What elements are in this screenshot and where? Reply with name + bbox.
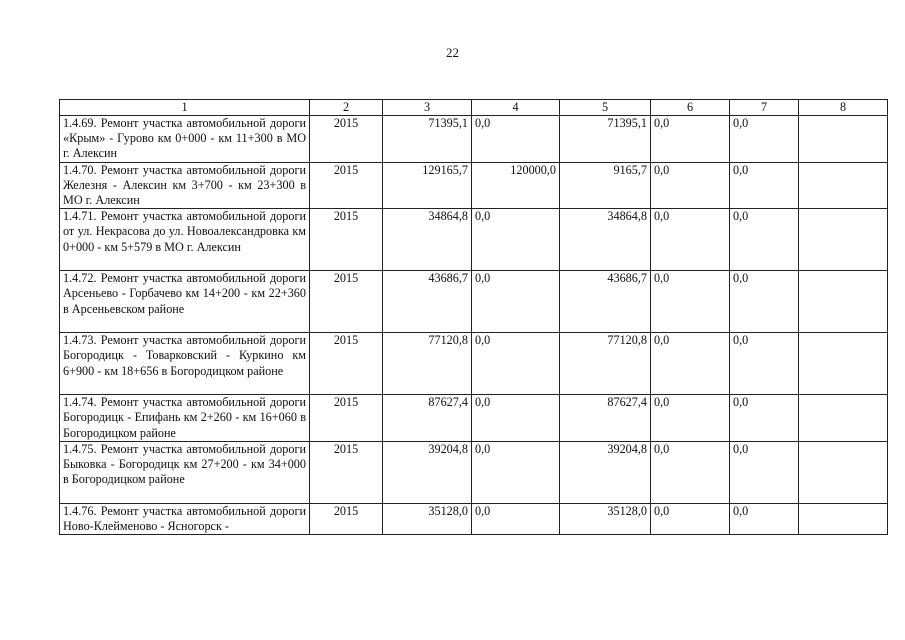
federal-cell: 0,0 [472, 271, 560, 333]
table-row [60, 333, 888, 395]
column-number: 3 [383, 100, 472, 116]
page-number: 22 [446, 45, 459, 60]
year-cell: 2015 [310, 162, 383, 209]
other-cell: 0,0 [730, 116, 799, 163]
table-row [60, 209, 888, 271]
local-cell: 0,0 [651, 209, 730, 271]
total-cell: 43686,7 [383, 271, 472, 333]
total-cell: 35128,0 [383, 503, 472, 534]
note-cell [799, 441, 888, 503]
total-cell: 129165,7 [383, 162, 472, 209]
note-cell [799, 395, 888, 442]
local-cell: 0,0 [651, 271, 730, 333]
table-row [60, 441, 888, 503]
local-cell: 0,0 [651, 395, 730, 442]
total-cell: 39204,8 [383, 441, 472, 503]
local-cell: 0,0 [651, 162, 730, 209]
column-number: 4 [472, 100, 560, 116]
regional-cell: 87627,4 [560, 395, 651, 442]
federal-cell: 120000,0 [472, 162, 560, 209]
other-cell: 0,0 [730, 271, 799, 333]
measure-name: 1.4.74. Ремонт участка автомобильной дороги Богородицк - Епифань км 2+260 - км 16+060 в Богородицком районе [60, 395, 310, 442]
total-cell: 77120,8 [383, 333, 472, 395]
federal-cell: 0,0 [472, 209, 560, 271]
note-cell [799, 503, 888, 534]
federal-cell: 0,0 [472, 395, 560, 442]
regional-cell: 43686,7 [560, 271, 651, 333]
table-row [60, 116, 888, 163]
table-row [60, 395, 888, 442]
local-cell: 0,0 [651, 333, 730, 395]
regional-cell: 71395,1 [560, 116, 651, 163]
other-cell: 0,0 [730, 209, 799, 271]
other-cell: 0,0 [730, 395, 799, 442]
regional-cell: 39204,8 [560, 441, 651, 503]
local-cell: 0,0 [651, 503, 730, 534]
measure-name: 1.4.71. Ремонт участка автомобильной дороги от ул. Некрасова до ул. Новоалександровка км 0+000 - км 5+579 в МО г. Алексин [60, 209, 310, 271]
local-cell: 0,0 [651, 441, 730, 503]
note-cell [799, 271, 888, 333]
table-row [60, 162, 888, 209]
regional-cell: 34864,8 [560, 209, 651, 271]
year-cell: 2015 [310, 333, 383, 395]
year-cell: 2015 [310, 441, 383, 503]
measure-name: 1.4.72. Ремонт участка автомобильной дороги Арсеньево - Горбачево км 14+200 - км 22+360 в Арсеньевском районе [60, 271, 310, 333]
year-cell: 2015 [310, 209, 383, 271]
year-cell: 2015 [310, 116, 383, 163]
regional-cell: 77120,8 [560, 333, 651, 395]
column-number-row [60, 100, 888, 116]
measure-name: 1.4.69. Ремонт участка автомобильной дороги «Крым» - Гурово км 0+000 - км 11+300 в МО г. Алексин [60, 116, 310, 163]
column-number: 1 [60, 100, 310, 116]
column-number: 6 [651, 100, 730, 116]
other-cell: 0,0 [730, 503, 799, 534]
local-cell: 0,0 [651, 116, 730, 163]
column-number: 7 [730, 100, 799, 116]
federal-cell: 0,0 [472, 503, 560, 534]
column-number: 5 [560, 100, 651, 116]
measure-name: 1.4.75. Ремонт участка автомобильной дороги Быковка - Богородицк км 27+200 - км 34+000 в Богородицком районе [60, 441, 310, 503]
note-cell [799, 209, 888, 271]
note-cell [799, 333, 888, 395]
measure-name: 1.4.76. Ремонт участка автомобильной дороги Ново-Клейменово - Ясногорск - [60, 503, 310, 534]
total-cell: 87627,4 [383, 395, 472, 442]
column-number: 2 [310, 100, 383, 116]
program-table [59, 99, 888, 535]
total-cell: 34864,8 [383, 209, 472, 271]
table-row [60, 271, 888, 333]
other-cell: 0,0 [730, 441, 799, 503]
note-cell [799, 116, 888, 163]
year-cell: 2015 [310, 271, 383, 333]
regional-cell: 9165,7 [560, 162, 651, 209]
total-cell: 71395,1 [383, 116, 472, 163]
table-row [60, 503, 888, 534]
measure-name: 1.4.73. Ремонт участка автомобильной дороги Богородицк - Товарковский - Куркино км 6+900 - км 18+656 в Богородицком районе [60, 333, 310, 395]
other-cell: 0,0 [730, 162, 799, 209]
note-cell [799, 162, 888, 209]
federal-cell: 0,0 [472, 116, 560, 163]
year-cell: 2015 [310, 395, 383, 442]
column-number: 8 [799, 100, 888, 116]
federal-cell: 0,0 [472, 333, 560, 395]
federal-cell: 0,0 [472, 441, 560, 503]
regional-cell: 35128,0 [560, 503, 651, 534]
measure-name: 1.4.70. Ремонт участка автомобильной дороги Железня - Алексин км 3+700 - км 23+300 в МО г. Алексин [60, 162, 310, 209]
year-cell: 2015 [310, 503, 383, 534]
other-cell: 0,0 [730, 333, 799, 395]
